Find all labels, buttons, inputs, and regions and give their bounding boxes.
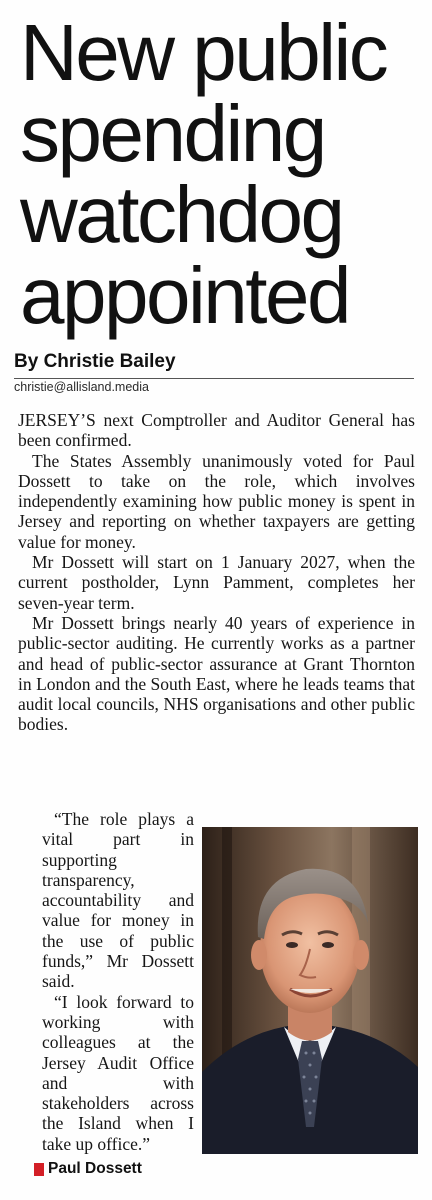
portrait-illustration xyxy=(202,827,418,1154)
quote-paragraph-2: “I look forward to working with colleagues at the Jersey Audit Office and with stakeholders across the Island when I take up office.” xyxy=(42,991,194,1154)
article-body xyxy=(18,410,415,735)
author-email: christie@allisland.media xyxy=(14,380,149,394)
headline xyxy=(20,8,420,340)
paragraph-2: The States Assembly unanimously voted for Paul Dossett to take on the role, which involves independently examining how public money is spent in Jersey and reporting on whether taxpayers are getting value for money. xyxy=(18,450,415,552)
paragraph-1: JERSEY’S next Comptroller and Auditor General has been confirmed. xyxy=(18,410,415,451)
headline-line-3: watchdog xyxy=(20,170,343,259)
headline-line-2: spending xyxy=(20,89,325,178)
paragraph-4: Mr Dossett brings nearly 40 years of experience in public-sector auditing. He currently works as a partner and head of public-sector assurance at Grant Thornton in London and the South East, where he leads teams that audit local councils, NHS organisations and other public bodies. xyxy=(18,612,415,735)
headline-line-1: New public xyxy=(20,8,387,97)
paragraph-3: Mr Dossett will start on 1 January 2027, when the current postholder, Lynn Pamment, completes her seven-year term. xyxy=(18,552,415,613)
caption-marker-icon xyxy=(34,1163,44,1176)
photo-caption-text: Paul Dossett xyxy=(48,1160,142,1177)
photo-caption xyxy=(34,1160,142,1178)
quote-column xyxy=(42,809,194,1154)
quote-paragraph-1: “The role plays a vital part in supporting transparency, accountability and value for money in the use of public funds,” Mr Dossett said. xyxy=(42,809,194,992)
byline: By Christie Bailey xyxy=(14,351,176,372)
byline-rule xyxy=(14,378,414,379)
portrait-photo xyxy=(202,827,418,1154)
headline-line-4: appointed xyxy=(20,251,349,340)
